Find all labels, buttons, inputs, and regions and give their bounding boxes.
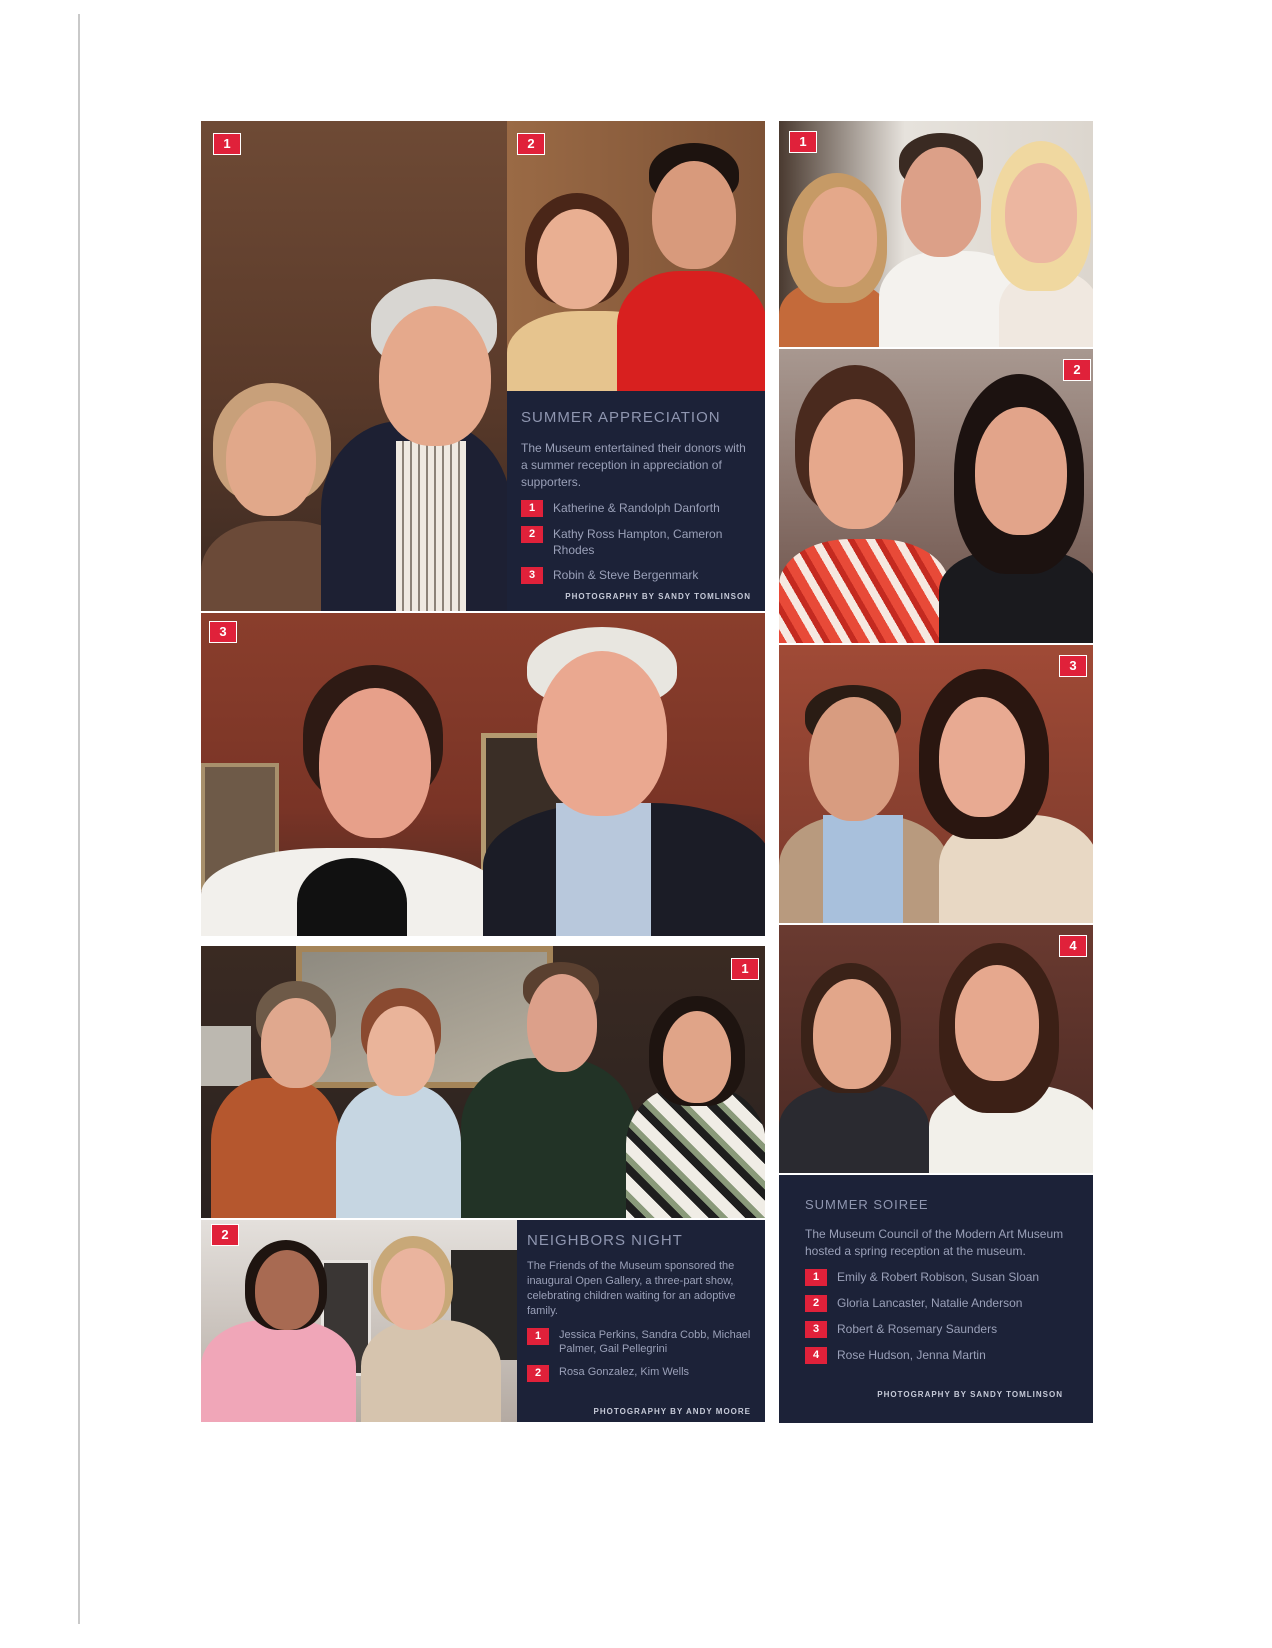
photo-credit: PHOTOGRAPHY BY SANDY TOMLINSON [877, 1390, 1063, 1399]
photo-number-badge: 1 [789, 131, 817, 153]
caption-item [527, 1365, 755, 1382]
photo-couple-smiling [201, 613, 765, 936]
caption-names: Emily & Robert Robison, Susan Sloan [837, 1270, 1040, 1284]
photo-number-badge: 2 [211, 1224, 239, 1246]
caption-item [805, 1347, 1067, 1364]
caption-number: 3 [805, 1321, 827, 1338]
photo-trio [779, 121, 1093, 347]
photo-number-badge: 1 [731, 958, 759, 980]
photo-couple-elderly [201, 121, 507, 611]
photo-group-of-four [201, 946, 765, 1218]
event-title: NEIGHBORS NIGHT [527, 1232, 683, 1249]
caption-number: 2 [805, 1295, 827, 1312]
caption-item [527, 1328, 755, 1356]
caption-names: Jessica Perkins, Sandra Cobb, Michael Palmer, Gail Pellegrini [559, 1329, 751, 1355]
caption-names: Robert & Rosemary Saunders [837, 1322, 998, 1336]
event-description: The Friends of the Museum sponsored the inaugural Open Gallery, a three-part show, celebrating children waiting for an adoptive family. [527, 1260, 736, 1317]
photo-number-badge: 3 [209, 621, 237, 643]
event-description: The Museum Council of the Modern Art Museum hosted a spring reception at the museum. [805, 1227, 1064, 1258]
photo-couple-right [779, 645, 1093, 923]
caption-panel-neighbors-night [517, 1220, 765, 1422]
caption-names: Gloria Lancaster, Natalie Anderson [837, 1296, 1023, 1310]
photo-two-women [779, 349, 1093, 643]
photo-number-badge: 3 [1059, 655, 1087, 677]
caption-names: Katherine & Randolph Danforth [553, 501, 720, 515]
caption-number: 3 [521, 567, 543, 584]
page-binding-edge [78, 14, 80, 1624]
event-title: SUMMER APPRECIATION [521, 409, 721, 426]
caption-number: 2 [521, 526, 543, 543]
caption-number: 1 [521, 500, 543, 517]
caption-number: 1 [805, 1269, 827, 1286]
photo-pair-gallery [201, 1220, 517, 1422]
caption-item [521, 567, 755, 584]
photo-number-badge: 1 [213, 133, 241, 155]
caption-panel-summer-appreciation [507, 391, 765, 611]
caption-item [521, 500, 755, 517]
caption-names: Rose Hudson, Jenna Martin [837, 1348, 986, 1362]
caption-item [805, 1295, 1067, 1312]
caption-number: 2 [527, 1365, 549, 1382]
photo-pair-badges [507, 121, 765, 391]
caption-number: 1 [527, 1328, 549, 1345]
event-title: SUMMER SOIREE [805, 1197, 929, 1212]
photo-credit: PHOTOGRAPHY BY ANDY MOORE [593, 1407, 751, 1416]
photo-number-badge: 2 [517, 133, 545, 155]
photo-credit: PHOTOGRAPHY BY SANDY TOMLINSON [565, 592, 751, 601]
caption-item [521, 526, 755, 558]
photo-number-badge: 4 [1059, 935, 1087, 957]
caption-number: 4 [805, 1347, 827, 1364]
caption-item [805, 1321, 1067, 1338]
caption-item [805, 1269, 1067, 1286]
caption-names: Rosa Gonzalez, Kim Wells [559, 1366, 690, 1378]
event-description: The Museum entertained their donors with a summer reception in appreciation of supporters. [521, 441, 746, 489]
caption-names: Robin & Steve Bergenmark [553, 568, 699, 582]
photo-number-badge: 2 [1063, 359, 1091, 381]
caption-panel-summer-soiree [779, 1175, 1093, 1423]
caption-names: Kathy Ross Hampton, Cameron Rhodes [553, 527, 723, 557]
photo-two-women-smiling [779, 925, 1093, 1173]
